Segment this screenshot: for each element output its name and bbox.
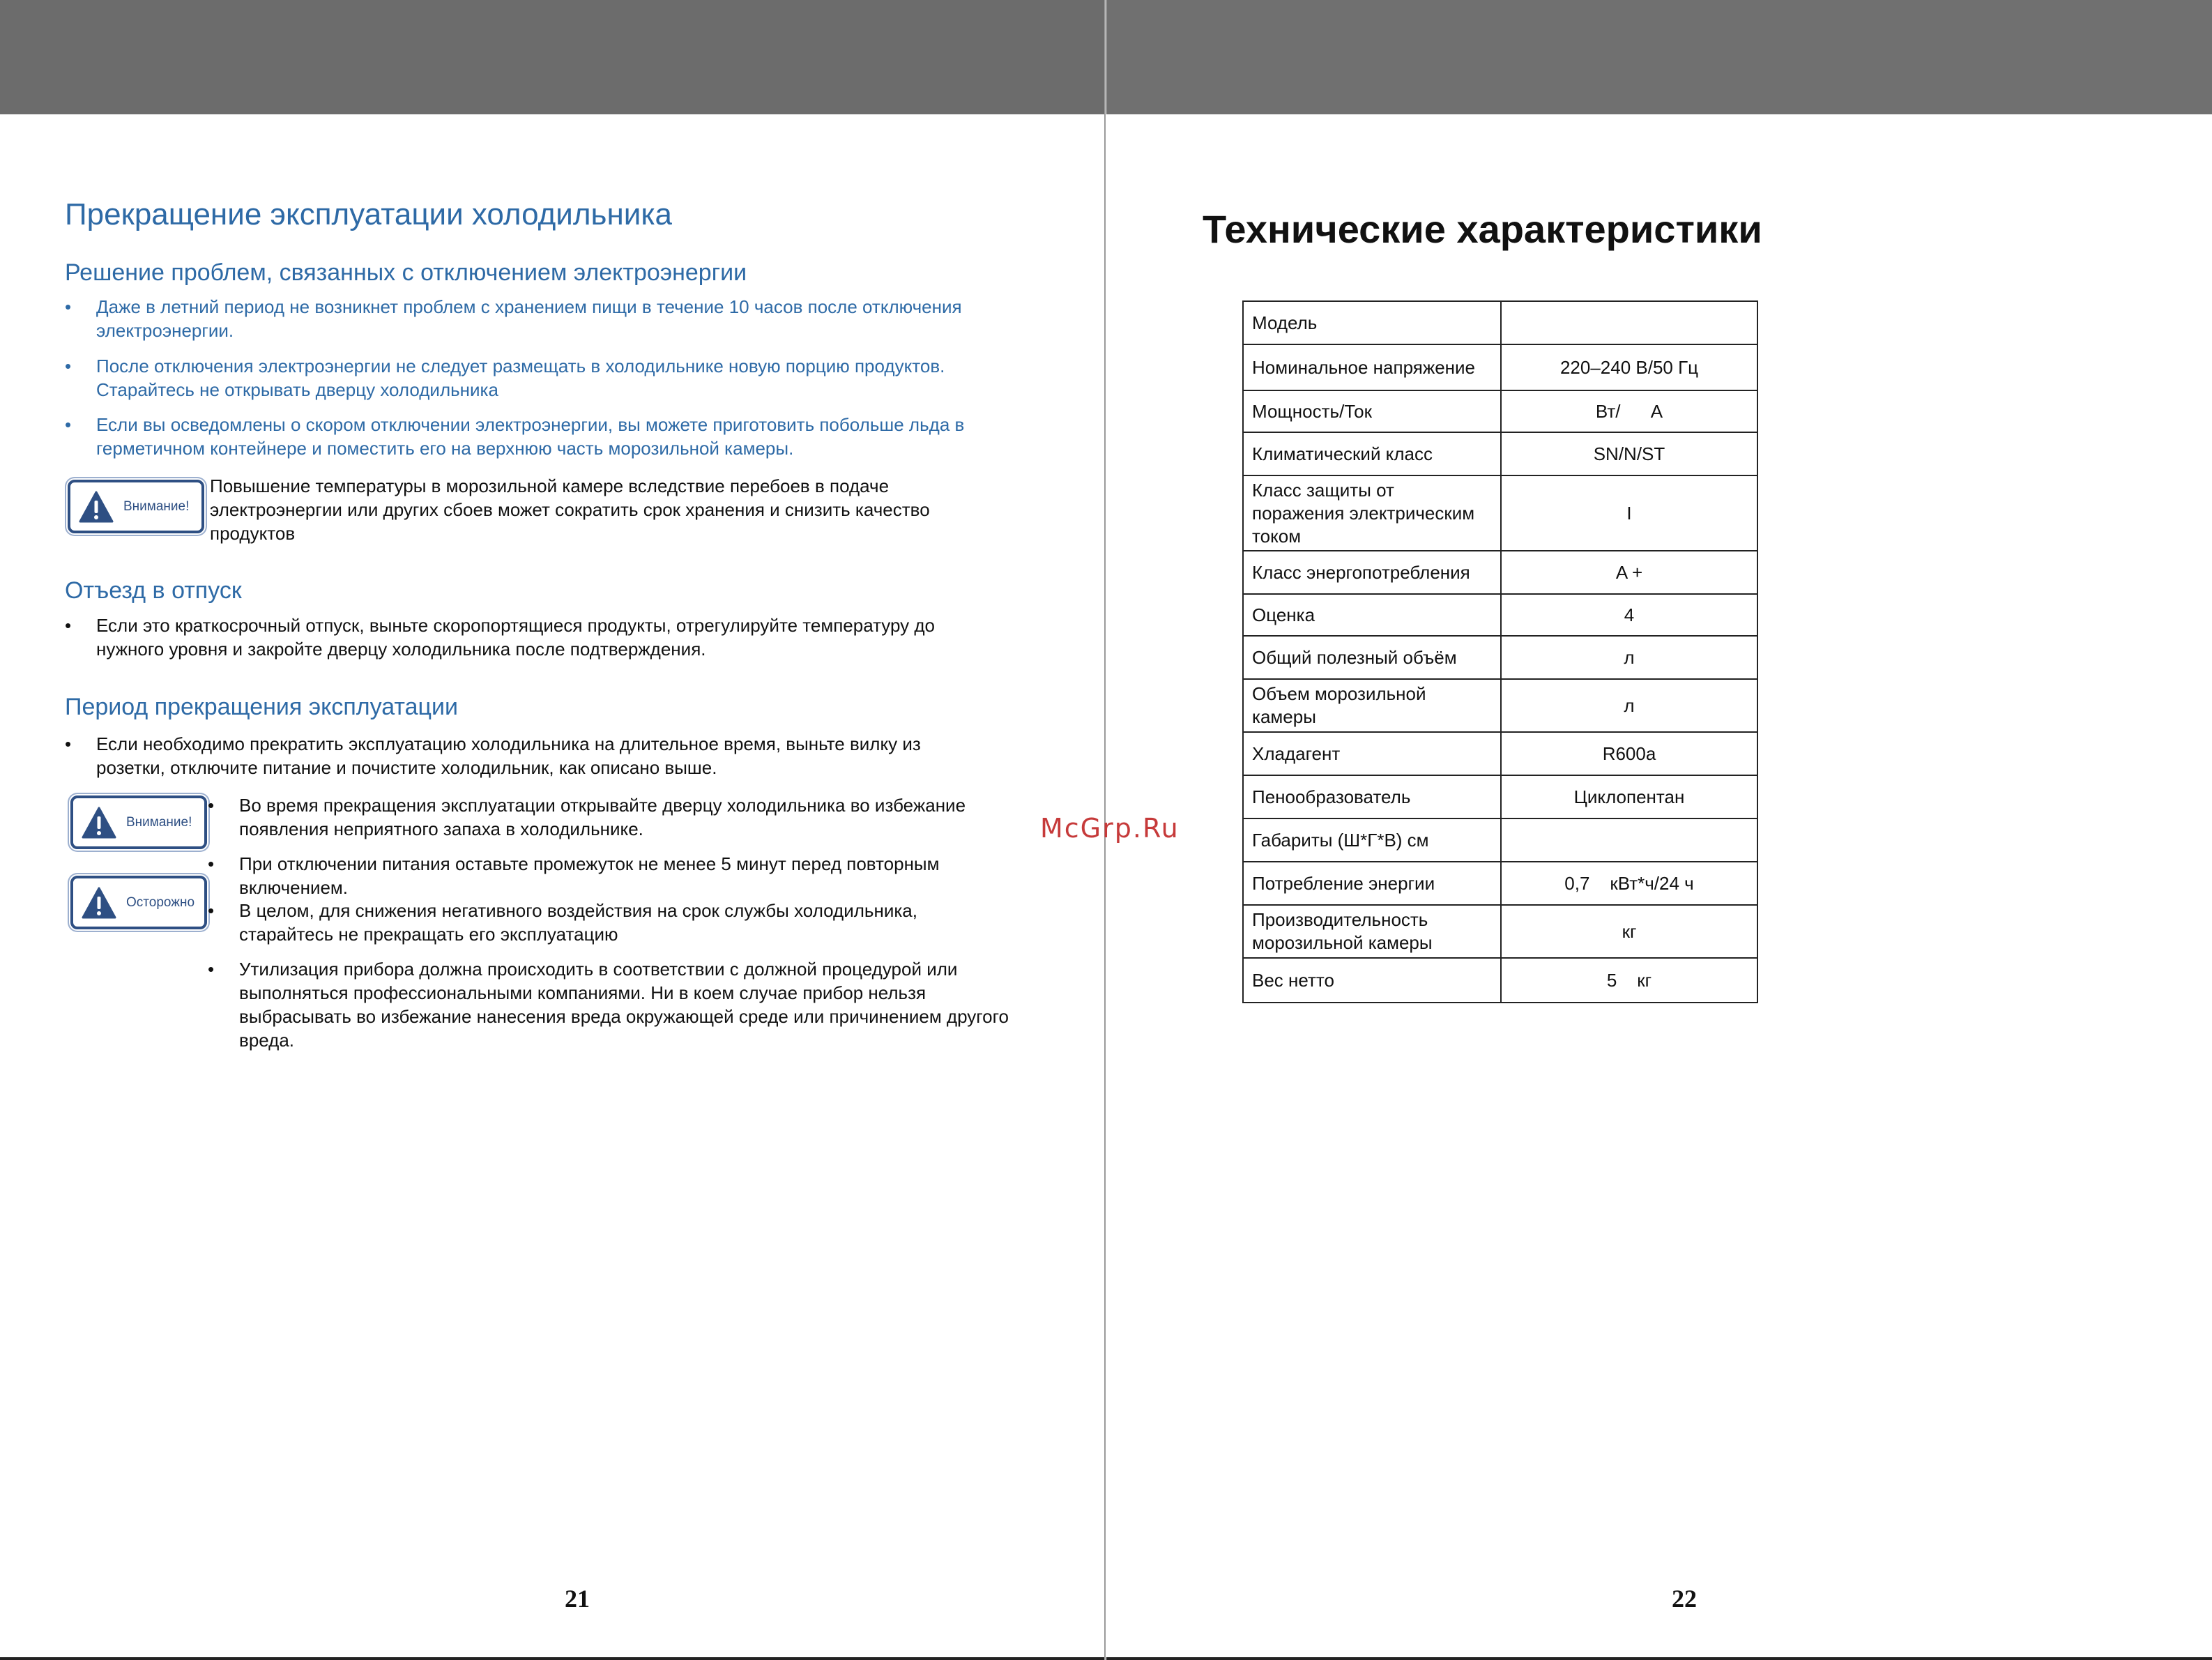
list-item: • Утилизация прибора должна происходить в соответствии с должной процедурой или выполняться профессиональными компаниями. Ни в коем случае прибор нельзя выбрасывать во избежание нанесения вреда окружающей среде или причинением другого вреда. (208, 957, 1086, 1052)
spec-name: Потребление энергии (1252, 872, 1435, 894)
spec-value: л (1501, 636, 1757, 679)
spec-value: кг (1501, 905, 1757, 958)
list-item-line: Во время прекращения эксплуатации открывайте дверцу холодильника во избежание (239, 795, 966, 816)
spec-value: 4 (1501, 594, 1757, 636)
spec-value: R600a (1501, 732, 1757, 775)
table-row (1243, 958, 1757, 1003)
page-bottom-border (1106, 1657, 2212, 1660)
table-row (1243, 818, 1757, 862)
warning-text-line: продуктов (210, 523, 296, 544)
spec-name: Общий полезный объём (1252, 646, 1457, 668)
list-item: • Во время прекращения эксплуатации открывайте дверцу холодильника во избежание появления неприятного запаха в холодильнике. (208, 793, 1079, 841)
spec-name: Производительность (1252, 909, 1428, 930)
spec-name: Модель (1252, 312, 1318, 333)
warning-badge (70, 795, 207, 849)
table-row (1243, 679, 1757, 732)
list-item-line: старайтесь не прекращать его эксплуатацию (239, 924, 618, 945)
spec-name: током (1252, 525, 1302, 547)
spec-value: I (1501, 475, 1757, 551)
spec-value: 0,7 кВт*ч/24 ч (1501, 862, 1757, 905)
spec-name-cell (1243, 475, 1501, 551)
page-number: 22 (1672, 1585, 1697, 1613)
page-number: 21 (565, 1585, 590, 1613)
spec-name-cell (1243, 344, 1501, 390)
spec-name-cell (1243, 905, 1501, 958)
list-item: • Если вы осведомлены о скором отключении электроэнергии, вы можете приготовить побольше льда в герметичном контейнере и поместить его на верхнюю часть морозильной камеры. (65, 413, 1055, 460)
spec-name-cell (1243, 958, 1501, 1003)
list-item-line: После отключения электроэнергии не следует размещать в холодильнике новую порцию продуктов. (96, 356, 945, 376)
warning-badge-label: Внимание! (126, 814, 192, 830)
spec-name-cell (1243, 594, 1501, 636)
spec-value: 5 кг (1501, 958, 1757, 1003)
spec-name-cell (1243, 301, 1501, 344)
list-item-line: Если это краткосрочный отпуск, выньте скоропортящиеся продукты, отрегулируйте температуру до (96, 615, 936, 636)
list-item-line: выполняться профессиональными компаниями. Ни в коем случае прибор нельзя (239, 982, 926, 1003)
warning-text-line: электроэнергии или других сбоев может сократить срок хранения и снизить качество (210, 499, 930, 520)
table-row (1243, 551, 1757, 594)
spec-name: Климатический класс (1252, 443, 1433, 464)
spec-name: Класс энергопотребления (1252, 561, 1470, 583)
spec-name: Вес нетто (1252, 969, 1334, 991)
list-item: • Если необходимо прекратить эксплуатацию холодильника на длительное время, выньте вилку из розетки, отключите питание и почистите холодильник, как описано выше. (65, 732, 1055, 779)
spec-value: SN/N/ST (1501, 432, 1757, 475)
list-item-line: выбрасывать во избежание нанесения вреда окружающей среде или причинением другого (239, 1006, 1009, 1027)
spec-value (1501, 301, 1757, 344)
spec-name: камеры (1252, 706, 1316, 727)
list-item-line: нужного уровня и закройте дверцу холодильника после подтверждения. (96, 639, 706, 660)
list-item: • Если это краткосрочный отпуск, выньте скоропортящиеся продукты, отрегулируйте температуру до нужного уровня и закройте дверцу холодильника после подтверждения. (65, 614, 1055, 661)
table-row (1243, 775, 1757, 818)
warning-text (210, 474, 1067, 545)
list-item-line: включением. (239, 877, 349, 898)
list-item-line: Старайтесь не открывать дверцу холодильника (96, 379, 498, 400)
table-row (1243, 594, 1757, 636)
list-item-line: В целом, для снижения негативного воздействия на срок службы холодильника, (239, 900, 917, 921)
spec-name-cell (1243, 679, 1501, 732)
spec-value: A + (1501, 551, 1757, 594)
spec-name: Класс защиты от (1252, 479, 1394, 501)
warning-text-line: Повышение температуры в морозильной камере вследствие перебоев в подаче (210, 475, 890, 496)
list-item-line: вреда. (239, 1030, 295, 1051)
warning-triangle-icon (79, 491, 114, 523)
list-item: • Даже в летний период не возникнет проблем с хранением пищи в течение 10 часов после отключения электроэнергии. (65, 295, 1055, 342)
table-row (1243, 344, 1757, 390)
table-row (1243, 732, 1757, 775)
spec-name-cell (1243, 551, 1501, 594)
table-row (1243, 432, 1757, 475)
warning-badge-label: Внимание! (123, 498, 190, 514)
spec-value: Циклопентан (1501, 775, 1757, 818)
page-title: Технические характеристики (1203, 207, 1762, 251)
spec-name-cell (1243, 775, 1501, 818)
list-item: • После отключения электроэнергии не следует размещать в холодильнике новую порцию продуктов. Старайтесь не открывать дверцу холодильника (65, 354, 1055, 402)
section-heading-shutdown-period: Период прекращения эксплуатации (65, 694, 458, 720)
spec-name-cell (1243, 636, 1501, 679)
header-band (1106, 0, 2212, 114)
specs-table (1242, 300, 1758, 1003)
section-heading-power-outage: Решение проблем, связанных с отключением электроэнергии (65, 259, 747, 286)
spec-name: морозильной камеры (1252, 932, 1433, 953)
warning-badge (68, 480, 204, 533)
spec-value: Вт/ А (1501, 390, 1757, 432)
list-item: • При отключении питания оставьте промежуток не менее 5 минут перед повторным включением. (208, 852, 1079, 899)
table-row (1243, 301, 1757, 344)
spec-name: поражения электрическим (1252, 502, 1475, 524)
list-item-line: Если необходимо прекратить эксплуатацию холодильника на длительное время, выньте вилку из (96, 733, 921, 754)
list-item-line: электроэнергии. (96, 320, 234, 341)
list-item-line: герметичном контейнере и поместить его на верхнюю часть морозильной камеры. (96, 438, 794, 459)
list-item-line: появления неприятного запаха в холодильнике. (239, 818, 643, 839)
list-item-line: розетки, отключите питание и почистите холодильник, как описано выше. (96, 757, 717, 778)
list-item-line: При отключении питания оставьте промежуток не менее 5 минут перед повторным (239, 853, 940, 874)
list-item: • В целом, для снижения негативного воздействия на срок службы холодильника, старайтесь не прекращать его эксплуатацию (208, 899, 1079, 946)
spec-name: Номинальное напряжение (1252, 356, 1476, 378)
spec-name: Хладагент (1252, 743, 1341, 764)
spec-name: Габариты (Ш*Г*В) см (1252, 829, 1429, 851)
page-22 (1106, 0, 2212, 1660)
spec-name-cell (1243, 432, 1501, 475)
spec-name: Оценка (1252, 604, 1315, 625)
spec-name-cell (1243, 390, 1501, 432)
caution-badge (70, 876, 207, 929)
spec-name: Пенообразователь (1252, 786, 1411, 807)
spec-value (1501, 818, 1757, 862)
list-item-line: Даже в летний период не возникнет проблем с хранением пищи в течение 10 часов после отключения (96, 296, 962, 317)
table-row (1243, 475, 1757, 551)
caution-badge-label: Осторожно (126, 894, 195, 910)
table-row (1243, 862, 1757, 905)
page-title: Прекращение эксплуатации холодильника (65, 197, 673, 231)
table-row (1243, 905, 1757, 958)
table-row (1243, 390, 1757, 432)
page-bottom-border (0, 1657, 1104, 1660)
list-item-line: Если вы осведомлены о скором отключении электроэнергии, вы можете приготовить побольше льда в (96, 414, 965, 435)
spec-name-cell (1243, 732, 1501, 775)
warning-triangle-icon (82, 887, 116, 919)
watermark: McGrp.Ru (1040, 813, 1180, 844)
spec-name: Мощность/Ток (1252, 400, 1372, 422)
spec-name-cell (1243, 818, 1501, 862)
table-row (1243, 636, 1757, 679)
spec-value: 220–240 В/50 Гц (1501, 344, 1757, 390)
section-heading-vacation: Отъезд в отпуск (65, 577, 242, 604)
header-band (0, 0, 1104, 114)
list-item-line: Утилизация прибора должна происходить в соответствии с должной процедурой или (239, 959, 958, 980)
spec-name-cell (1243, 862, 1501, 905)
spec-value: л (1501, 679, 1757, 732)
warning-triangle-icon (82, 807, 116, 839)
spec-name: Объем морозильной (1252, 683, 1426, 704)
